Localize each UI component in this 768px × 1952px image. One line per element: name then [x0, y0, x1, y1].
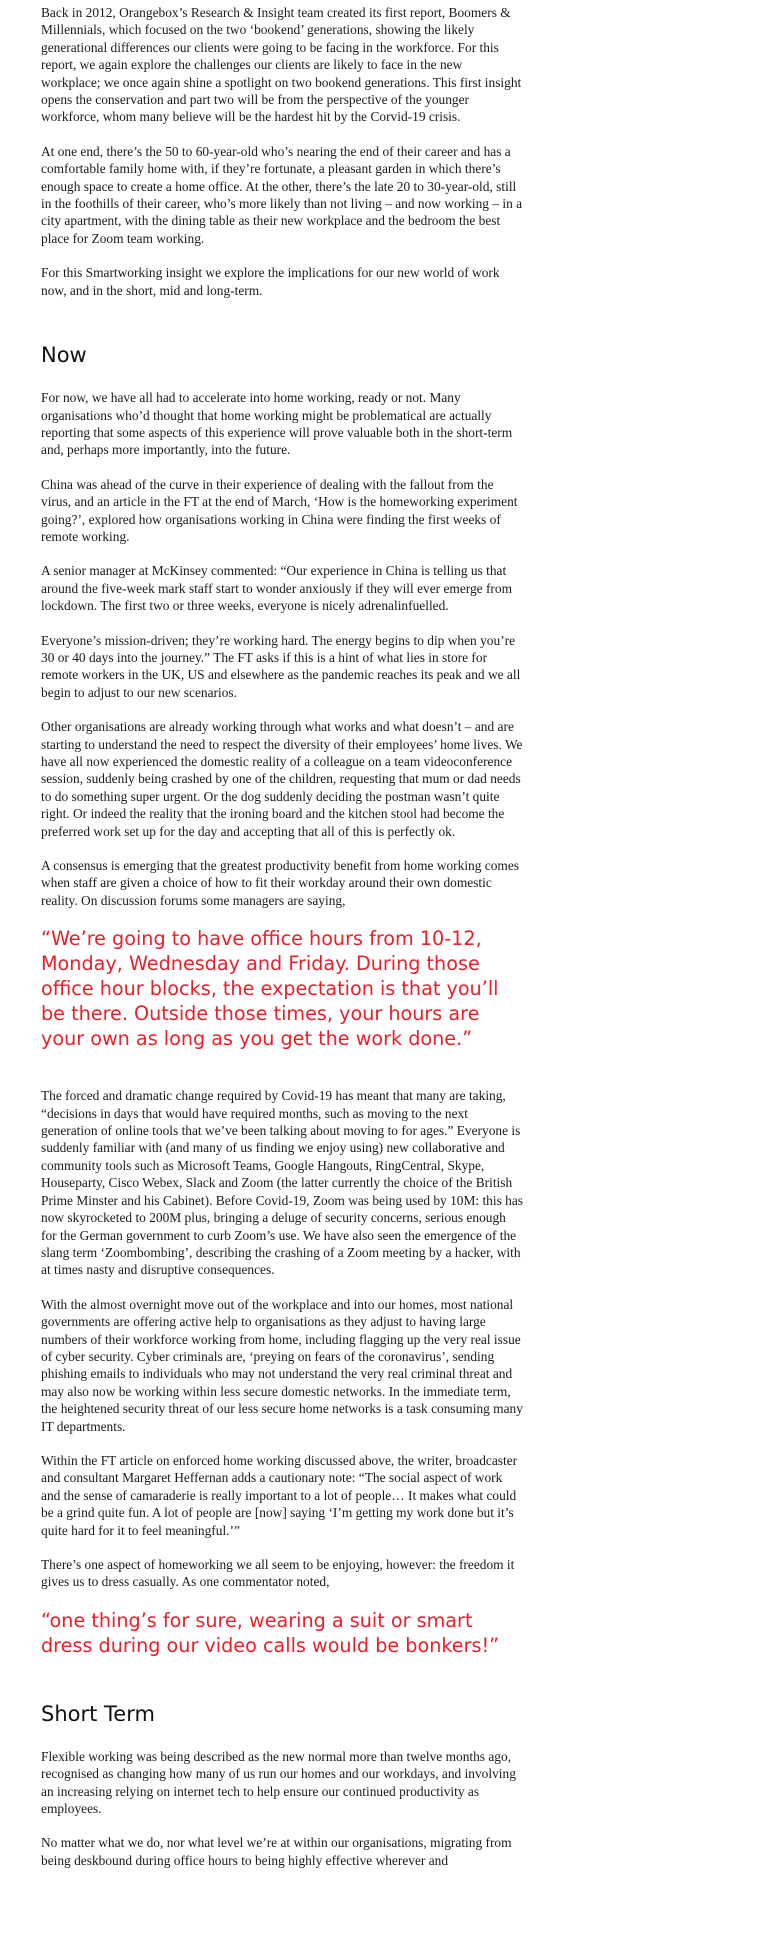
body-paragraph: A senior manager at McKinsey commented: “Our experience in China is telling us that around the five-week mark staff start to wonder anxiously if they will ever emerge from lockdown. The first two or three weeks, everyone is nicely adrenalinfuelled. — [41, 563, 512, 614]
intro-paragraph: For this Smartworking insight we explore the implications for our new world of work now, and in the short, mid and long-term. — [41, 265, 500, 298]
body-paragraph: No matter what we do, nor what level we’re at within our organisations, migrating from being deskbound during office hours to being highly effective wherever and — [41, 1835, 512, 1868]
body-paragraph: Everyone’s mission-driven; they’re working hard. The energy begins to dip when you’re 30 or 40 days into the journey.” The FT asks if this is a hint of what lies in store for remote workers in the UK, US and elsewhere as the pandemic reaches its peak and we all begin to adjust to our new scenarios. — [41, 632, 521, 700]
article-body — [41, 4, 523, 1886]
body-paragraph: For now, we have all had to accelerate into home working, ready or not. Many organisations who’d thought that home working might be problematical are actually reporting that some aspects of this experience will prove valuable both in the short-term and, perhaps more importantly, into the future. — [41, 390, 513, 458]
body-paragraph: With the almost overnight move out of the workplace and into our homes, most national governments are offering active help to organisations as they adjust to having large numbers of their workforce working from home, including flagging up the very real issue of cyber security. Cyber criminals are, ‘preying on fears of the coronavirus’, sending phishing emails to individuals who may not understand the very real criminal threat and may also now be working within less secure domestic networks. In the immediate term, the heightened security threat of our less secure home networks is a task consuming many IT departments. — [41, 1296, 523, 1434]
intro-paragraph: Back in 2012, Orangebox’s Research & Insight team created its first report, Boomers & Millennials, which focused on the two ‘bookend’ generations, showing the likely generational differences our clients were going to be facing in the workforce. For this report, we again explore the challenges our clients are likely to face in the new workplace; we once again shine a spotlight on two bookend generations. This first insight opens the conservation and part two will be from the perspective of the younger workforce, whom many believe will be the hardest hit by the Corvid-19 crisis. — [41, 5, 522, 125]
intro-paragraph: At one end, there’s the 50 to 60-year-old who’s nearing the end of their career and has a comfortable family home with, if they’re fortunate, a pleasant garden in which there’s enough space to create a home office. At the other, there’s the late 20 to 30-year-old, still in the foothills of their career, who’s more likely than not living – and now working – in a city apartment, with the dining table as their new workplace and the bedroom the best place for Zoom team working. — [41, 143, 523, 246]
body-paragraph: Flexible working was being described as the new normal more than twelve months ago, recognised as changing how many of us run our homes and our workdays, and involving an increasing relying on internet tech to help ensure our continued productivity as employees. — [41, 1748, 516, 1817]
section-heading-short-term: Short Term — [41, 1701, 155, 1726]
pull-quote: “We’re going to have office hours from 10-12, Monday, Wednesday and Friday. During those office hour blocks, the expectation is that you’ll be there. Outside those times, your hours are your own as long as you get the work done.” — [41, 927, 499, 1051]
body-paragraph: A consensus is emerging that the greatest productivity benefit from home working comes when staff are given a choice of how to fit their workday around their own domestic reality. On discussion forums some managers are saying, — [41, 858, 519, 908]
body-paragraph: Other organisations are already working through what works and what doesn’t – and are starting to understand the need to respect the diversity of their employees’ home lives. We have all now experienced the domestic reality of a colleague on a team videoconference session, suddenly being crashed by one of the children, requesting that mum or dad needs to do something super urgent. Or the dog suddenly deciding the postman wasn’t quite right. Or indeed the reality that the ironing board and the kitchen stool had become the preferred work set up for the day and accepting that all of this is perfectly ok. — [41, 719, 523, 839]
section-heading-now: Now — [41, 343, 87, 368]
body-paragraph: Within the FT article on enforced home working discussed above, the writer, broadcaster and consultant Margaret Heffernan adds a cautionary note: “The social aspect of work and the sense of camaraderie is really important to a lot of people… It makes what could be a grind quite fun. A lot of people are [now] saying ‘I’m getting my work done but it’s quite hard for it to feel meaningful.’” — [41, 1452, 518, 1538]
body-paragraph: There’s one aspect of homeworking we all seem to be enjoying, however: the freedom it gives us to dress casually. As one commentator noted, — [41, 1557, 515, 1590]
body-paragraph: China was ahead of the curve in their experience of dealing with the fallout from the virus, and an article in the FT at the end of March, ‘How is the homeworking experiment going?’, explored how organisations working in China were finding the first weeks of remote working. — [41, 476, 518, 544]
body-paragraph: The forced and dramatic change required by Covid-19 has meant that many are taking, “decisions in days that would have required months, such as moving to the next generation of online tools that we’ve been talking about moving to for ages.” Everyone is suddenly familiar with (and many of us finding we enjoy using) new collaborative and community tools such as Microsoft Teams, Google Hangouts, RingCentral, Skype, Houseparty, Cisco Webex, Slack and Zoom (the latter currently the choice of the British Prime Minster and his Cabinet). Before Covid-19, Zoom was being used by 10M: this has now skyrocketed to 200M plus, bringing a deluge of security concerns, serious enough for the German government to curb Zoom’s use. We have also seen the emergence of the slang term ‘Zoombombing’, describing the crashing of a Zoom meeting by a hacker, with at times nasty and disruptive consequences. — [41, 1088, 524, 1278]
pull-quote: “one thing’s for sure, wearing a suit or smart dress during our video calls would be bonkers!” — [41, 1608, 500, 1657]
